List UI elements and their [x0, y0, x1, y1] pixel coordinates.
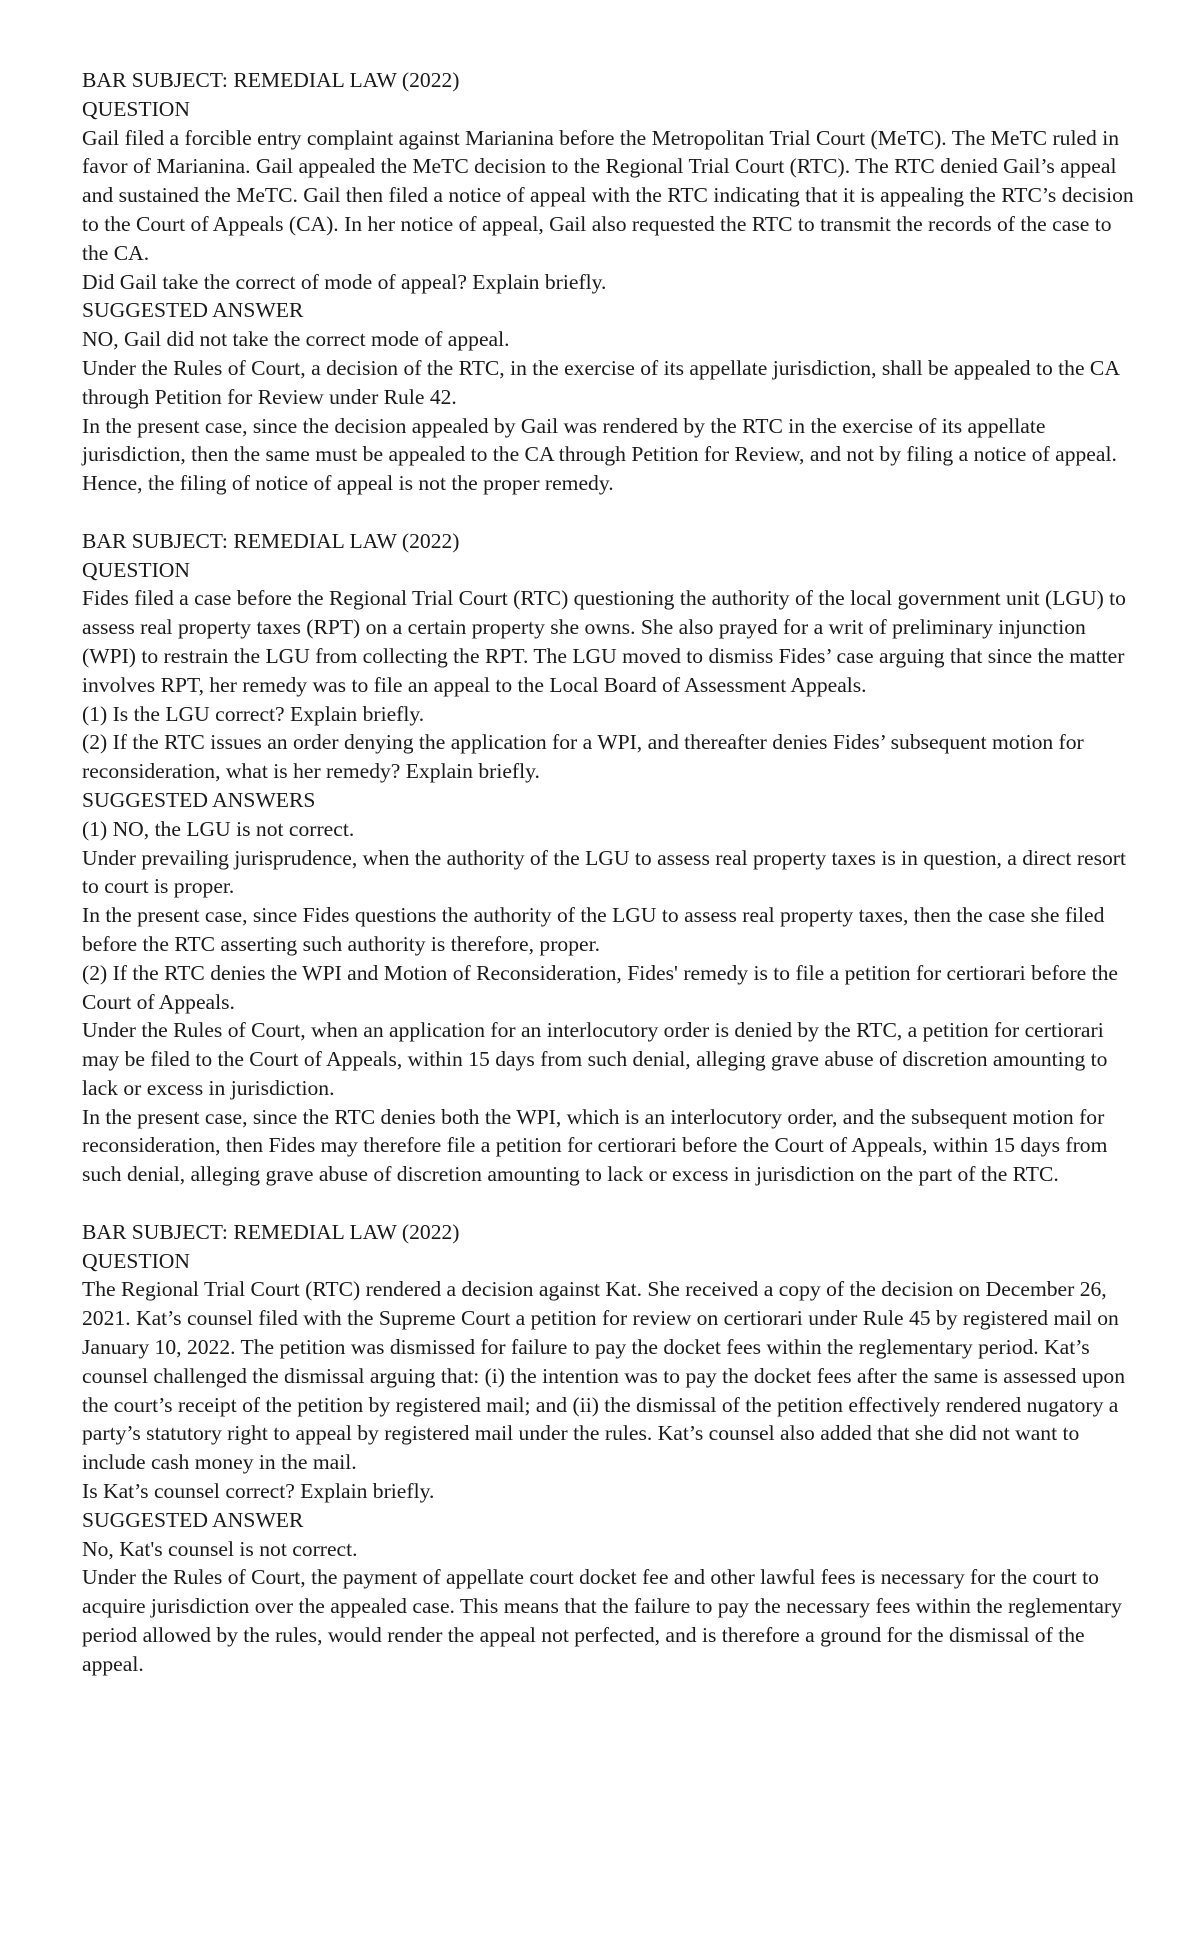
question-label: QUESTION [82, 1248, 190, 1273]
answer-paragraph: In the present case, since Fides questions the authority of the LGU to assess real property taxes, then the case she filed before the RTC asserting such authority is therefore, proper. [82, 903, 1105, 956]
subject-heading: BAR SUBJECT: REMEDIAL LAW (2022) [82, 1219, 460, 1244]
bar-question-section-1 [82, 66, 1142, 498]
question-paragraph: Gail filed a forcible entry complaint against Marianina before the Metropolitan Trial Court (MeTC). The MeTC ruled in favor of Marianina. Gail appealed the MeTC decision to the Regional Trial Court (RTC). The RTC denied Gail’s appeal and sustained the MeTC. Gail then filed a notice of appeal with the RTC indicating that it is appealing the RTC’s decision to the Court of Appeals (CA). In her notice of appeal, Gail also requested the RTC to transmit the records of the case to the CA. [82, 125, 1134, 265]
question-label: QUESTION [82, 557, 190, 582]
answer-paragraph: (1) NO, the LGU is not correct. [82, 816, 355, 841]
answer-paragraph: Under the Rules of Court, the payment of appellate court docket fee and other lawful fees is necessary for the court to acquire jurisdiction over the appealed case. This means that the failure to pay the necessary fees within the reglementary period allowed by the rules, would render the appeal not perfected, and is therefore a ground for the dismissal of the appeal. [82, 1565, 1122, 1676]
question-paragraph: (2) If the RTC issues an order denying the application for a WPI, and thereafter denies Fides’ subsequent motion for reconsideration, what is her remedy? Explain briefly. [82, 730, 1084, 784]
answer-paragraph: In the present case, since the RTC denies both the WPI, which is an interlocutory order, and the subsequent motion for reconsideration, then Fides may therefore file a petition for certiorari before the Court of Appeals, within 15 days from such denial, alleging grave abuse of discretion amounting to lack or excess in jurisdiction on the part of the RTC. [82, 1104, 1108, 1187]
question-paragraph: Fides filed a case before the Regional Trial Court (RTC) questioning the authority of the local government unit (LGU) to assess real property taxes (RPT) on a certain property she owns. She also prayed for a writ of preliminary injunction (WPI) to restrain the LGU from collecting the RPT. The LGU moved to dismiss Fides’ case arguing that since the matter involves RPT, her remedy was to file an appeal to the Local Board of Assessment Appeals. [82, 586, 1126, 697]
bar-question-section-3 [82, 1218, 1142, 1679]
answer-label: SUGGESTED ANSWERS [82, 787, 316, 812]
subject-heading: BAR SUBJECT: REMEDIAL LAW (2022) [82, 528, 460, 553]
answer-paragraph: In the present case, since the decision appealed by Gail was rendered by the RTC in the exercise of its appellate jurisdiction, then the same must be appealed to the CA through Petition for Review, and not by filing a notice of appeal. Hence, the filing of notice of appeal is not the proper remedy. [82, 413, 1117, 496]
answer-label: SUGGESTED ANSWER [82, 1507, 304, 1532]
answer-paragraph: Under the Rules of Court, when an application for an interlocutory order is denied by the RTC, a petition for certiorari may be filed to the Court of Appeals, within 15 days from such denial, alleging grave abuse of discretion amounting to lack or excess in jurisdiction. [82, 1018, 1108, 1100]
question-paragraph: (1) Is the LGU correct? Explain briefly. [82, 701, 425, 726]
subject-heading: BAR SUBJECT: REMEDIAL LAW (2022) [82, 68, 460, 92]
answer-paragraph: NO, Gail did not take the correct mode of appeal. [82, 327, 510, 352]
answer-paragraph: (2) If the RTC denies the WPI and Motion of Reconsideration, Fides' remedy is to file a petition for certiorari before the Court of Appeals. [82, 960, 1119, 1014]
question-paragraph: Did Gail take the correct of mode of appeal? Explain briefly. [82, 269, 607, 294]
bar-question-section-2 [82, 527, 1142, 1189]
question-paragraph: The Regional Trial Court (RTC) rendered a decision against Kat. She received a copy of the decision on December 26, 2021. Kat’s counsel filed with the Supreme Court a petition for review on certiorari under Rule 45 by registered mail on January 10, 2022. The petition was dismissed for failure to pay the docket fees within the reglementary period. Kat’s counsel challenged the dismissal arguing that: (i) the intention was to pay the docket fees after the same is assessed upon the court’s receipt of the petition by registered mail; and (ii) the dismissal of the petition effectively rendered nugatory a party’s statutory right to appeal by registered mail under the rules. Kat’s counsel also added that she did not want to include cash money in the mail. [82, 1277, 1126, 1475]
answer-paragraph: Under prevailing jurisprudence, when the authority of the LGU to assess real property taxes is in question, a direct resort to court is proper. [82, 845, 1126, 899]
document-page [82, 66, 1142, 1679]
answer-paragraph: Under the Rules of Court, a decision of the RTC, in the exercise of its appellate jurisdiction, shall be appealed to the CA through Petition for Review under Rule 42. [82, 355, 1119, 409]
answer-label: SUGGESTED ANSWER [82, 298, 304, 323]
answer-paragraph: No, Kat's counsel is not correct. [82, 1536, 358, 1561]
question-paragraph: Is Kat’s counsel correct? Explain briefly. [82, 1479, 435, 1504]
question-label: QUESTION [82, 96, 190, 121]
